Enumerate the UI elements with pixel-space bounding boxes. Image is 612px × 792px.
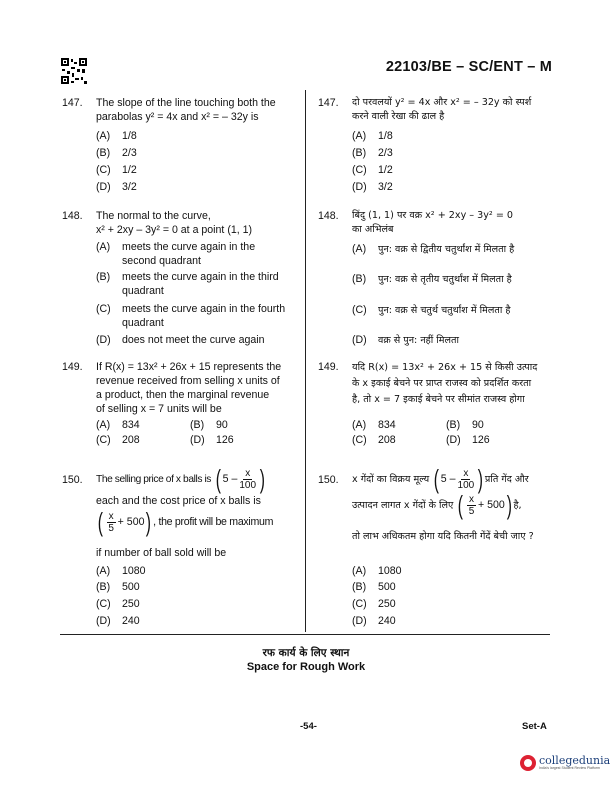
question-line: करने वाली रेखा की ढाल है bbox=[352, 111, 445, 122]
question-line: The slope of the line touching both the bbox=[96, 97, 276, 109]
rough-work-label-hindi: रफ कार्य के लिए स्थान bbox=[262, 647, 350, 659]
question-number: 147. bbox=[318, 97, 339, 109]
option-c[interactable]: (C) 208 bbox=[352, 434, 396, 446]
option-a[interactable]: (A) 1/8 bbox=[352, 130, 393, 142]
footer-divider bbox=[60, 634, 550, 635]
option-c[interactable]: (C) 1/2 bbox=[96, 164, 137, 176]
option-d[interactable]: (D) does not meet the curve again bbox=[96, 334, 265, 346]
question-line: a product, then the marginal revenue bbox=[96, 389, 270, 401]
logo-tagline: India's largest Student Review Platform bbox=[539, 766, 600, 770]
option-c[interactable]: (C) 208 bbox=[96, 434, 140, 446]
question-line: दो परवलयों y² = 4x और x² = – 32y को स्पर्श bbox=[352, 97, 532, 108]
option-b[interactable]: (B) 90 bbox=[446, 419, 484, 431]
fraction: $\frac{x}{5}$ bbox=[108, 510, 114, 534]
page-number: -54- bbox=[300, 721, 317, 732]
option-c[interactable]: (C) 1/2 bbox=[352, 164, 393, 176]
question-line: का अभिलंब bbox=[352, 224, 394, 235]
question-line: parabolas y² = 4x and x² = – 32y is bbox=[96, 111, 259, 123]
question-number: 150. bbox=[318, 474, 339, 486]
fraction: $\frac{x}{100}$ bbox=[239, 467, 257, 491]
question-line: ( $\frac{x}{5}$ + 500) , the profit will be maximum bbox=[97, 507, 274, 537]
option-a[interactable]: (A) पुन: वक्र से द्वितीय चतुर्थांश में मिलता है bbox=[352, 243, 515, 255]
option-a[interactable]: (A) 834 bbox=[352, 419, 396, 431]
question-line: के x इकाई बेचने पर प्राप्त राजस्व को प्रदर्शित करता bbox=[352, 378, 532, 389]
option-b[interactable]: (B) 2/3 bbox=[352, 147, 393, 159]
qr-code bbox=[61, 58, 87, 84]
option-d[interactable]: (D) 3/2 bbox=[352, 181, 393, 193]
rough-work-label: Space for Rough Work bbox=[246, 661, 366, 673]
paper-code: 22103/BE – SC/ENT – M bbox=[385, 59, 552, 75]
logo-name: collegedunia bbox=[539, 754, 611, 767]
option-c[interactable]: (C) meets the curve again in the fourth quadrant bbox=[96, 303, 286, 329]
question-number: 149. bbox=[318, 361, 339, 373]
option-b[interactable]: (B) 90 bbox=[190, 419, 228, 431]
option-c[interactable]: (C) 250 bbox=[96, 598, 140, 610]
option-d[interactable]: (D) 126 bbox=[446, 434, 490, 446]
option-b[interactable]: (B) पुन: वक्र से तृतीय चतुर्थांश में मिलता है bbox=[352, 273, 512, 285]
option-a[interactable]: (A) 834 bbox=[96, 419, 140, 431]
collegedunia-logo bbox=[520, 755, 610, 771]
question-line: The selling price of x balls is ( 5 – $\frac{x}{100}$ ) bbox=[96, 464, 265, 494]
option-d[interactable]: (D) 3/2 bbox=[96, 181, 137, 193]
question-line: उत्पादन लागत x गेंदों के लिए ( $\frac{x}{5}$ + 500) है, bbox=[352, 490, 522, 520]
question-number: 147. bbox=[62, 97, 83, 109]
option-b[interactable]: (B) meets the curve again in the third quadrant bbox=[96, 271, 279, 297]
option-c[interactable]: (C) पुन: वक्र से चतुर्थ चतुर्थांश में मिलता है bbox=[352, 304, 511, 316]
option-a[interactable]: (A) meets the curve again in the second quadrant bbox=[96, 241, 256, 267]
option-b[interactable]: (B) 500 bbox=[352, 581, 396, 593]
option-c[interactable]: (C) 250 bbox=[352, 598, 396, 610]
option-a[interactable]: (A) 1/8 bbox=[96, 130, 137, 142]
option-b[interactable]: (B) 2/3 bbox=[96, 147, 137, 159]
option-d[interactable]: (D) वक्र से पुन: नहीं मिलता bbox=[352, 334, 459, 346]
option-a[interactable]: (A) 1080 bbox=[352, 565, 402, 577]
question-number: 150. bbox=[62, 474, 83, 486]
question-line: बिंदु (1, 1) पर वक्र x² + 2xy – 3y² = 0 bbox=[352, 210, 514, 221]
set-label: Set-A bbox=[522, 721, 547, 732]
option-d[interactable]: (D) 240 bbox=[352, 615, 396, 627]
question-line: If R(x) = 13x² + 26x + 15 represents the bbox=[96, 361, 282, 373]
question-line: है, तो x = 7 इकाई बेचने पर सीमांत राजस्व होगा bbox=[352, 394, 525, 405]
option-d[interactable]: (D) 126 bbox=[190, 434, 234, 446]
question-line: x गेंदों का विक्रय मूल्य ( 5 – $\frac{x}{100}$ ) प्रति गेंद और bbox=[352, 464, 529, 494]
logo-icon bbox=[520, 755, 536, 771]
question-line: of selling x = 7 units will be bbox=[96, 403, 222, 415]
option-d[interactable]: (D) 240 bbox=[96, 615, 140, 627]
question-line: तो लाभ अधिकतम होगा यदि कितनी गेंदें बेची जाए ? bbox=[352, 531, 534, 542]
option-a[interactable]: (A) 1080 bbox=[96, 565, 146, 577]
question-line: each and the cost price of x balls is bbox=[96, 495, 261, 507]
fraction: $\frac{x}{100}$ bbox=[457, 467, 475, 491]
question-line: यदि R(x) = 13x² + 26x + 15 से किसी उत्पाद bbox=[352, 362, 538, 373]
column-divider bbox=[305, 90, 306, 632]
question-line: if number of ball sold will be bbox=[96, 547, 227, 559]
fraction: $\frac{x}{5}$ bbox=[468, 493, 475, 517]
question-number: 148. bbox=[62, 210, 83, 222]
option-b[interactable]: (B) 500 bbox=[96, 581, 140, 593]
question-line: revenue received from selling x units of bbox=[96, 375, 280, 387]
question-number: 149. bbox=[62, 361, 83, 373]
question-line: x² + 2xy – 3y² = 0 at a point (1, 1) bbox=[96, 224, 253, 236]
question-number: 148. bbox=[318, 210, 339, 222]
question-line: The normal to the curve, bbox=[96, 210, 211, 222]
